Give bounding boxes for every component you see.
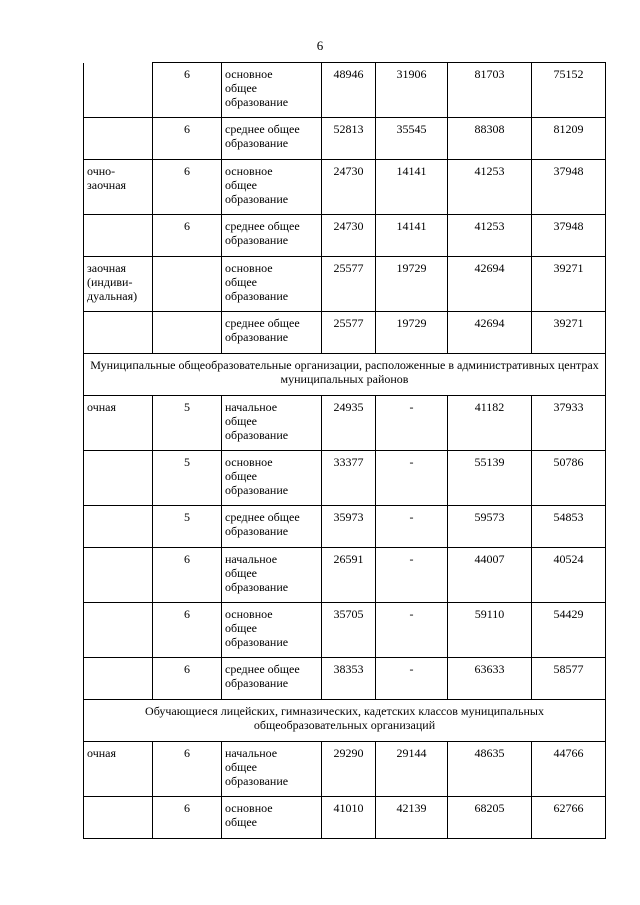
- level-line: общее: [225, 621, 257, 635]
- form-cell: [84, 603, 153, 658]
- section-header-row: [84, 700, 606, 742]
- level-cell: [222, 312, 322, 354]
- level-line: образование: [225, 635, 289, 649]
- form-cell: [84, 451, 153, 506]
- form-cell: [84, 506, 153, 548]
- value-cell: 50786: [532, 451, 606, 506]
- value-cell: 58577: [532, 658, 606, 700]
- funding-table: [83, 62, 606, 839]
- level-line: общее: [225, 815, 257, 829]
- value-cell: 26591: [322, 548, 376, 603]
- grade-cell: 6: [153, 548, 222, 603]
- level-line: начальное: [225, 400, 278, 414]
- value-cell: 41010: [322, 797, 376, 839]
- value-cell: 35705: [322, 603, 376, 658]
- form-cell: [84, 312, 153, 354]
- value-cell: 37948: [532, 215, 606, 257]
- value-cell: 54429: [532, 603, 606, 658]
- level-line: основное: [225, 164, 273, 178]
- table-row: [84, 160, 606, 215]
- level-line: среднее общее: [225, 219, 300, 233]
- grade-cell: 6: [153, 658, 222, 700]
- level-line: общее: [225, 469, 257, 483]
- value-cell: 48946: [322, 63, 376, 118]
- level-line: среднее общее: [225, 122, 300, 136]
- value-cell: 75152: [532, 63, 606, 118]
- level-line: образование: [225, 524, 289, 538]
- level-line: общее: [225, 566, 257, 580]
- grade-cell: [153, 312, 222, 354]
- level-line: образование: [225, 676, 289, 690]
- value-cell: 38353: [322, 658, 376, 700]
- value-cell: 41253: [448, 215, 532, 257]
- value-cell: 25577: [322, 257, 376, 312]
- form-cell: [84, 215, 153, 257]
- form-cell: [84, 548, 153, 603]
- level-line: общее: [225, 178, 257, 192]
- grade-cell: 6: [153, 160, 222, 215]
- table-row: [84, 742, 606, 797]
- value-cell: 62766: [532, 797, 606, 839]
- section-title: Обучающиеся лицейских, гимназических, кадетских классов муниципальных общеобразовательных организаций: [84, 700, 606, 742]
- value-cell: 19729: [376, 257, 448, 312]
- value-cell: 81703: [448, 63, 532, 118]
- level-line: общее: [225, 275, 257, 289]
- form-cell: заочная (индиви- дуальная): [84, 257, 153, 312]
- level-line: основное: [225, 607, 273, 621]
- form-cell: [84, 118, 153, 160]
- value-cell: 52813: [322, 118, 376, 160]
- value-cell: 39271: [532, 257, 606, 312]
- form-cell: [84, 797, 153, 839]
- level-cell: [222, 160, 322, 215]
- value-cell: 24730: [322, 160, 376, 215]
- value-cell: 35973: [322, 506, 376, 548]
- level-line: образование: [225, 233, 289, 247]
- level-cell: [222, 451, 322, 506]
- level-line: образование: [225, 95, 289, 109]
- value-cell: 59110: [448, 603, 532, 658]
- level-line: образование: [225, 289, 289, 303]
- level-line: среднее общее: [225, 316, 300, 330]
- table-row: [84, 257, 606, 312]
- table-row: [84, 396, 606, 451]
- level-line: общее: [225, 81, 257, 95]
- level-line: среднее общее: [225, 510, 300, 524]
- level-cell: [222, 118, 322, 160]
- form-cell: [84, 658, 153, 700]
- level-line: основное: [225, 261, 273, 275]
- level-cell: [222, 63, 322, 118]
- section-header-row: [84, 354, 606, 396]
- level-line: общее: [225, 414, 257, 428]
- level-line: образование: [225, 774, 289, 788]
- value-cell: 29290: [322, 742, 376, 797]
- value-cell: 48635: [448, 742, 532, 797]
- value-cell: 42694: [448, 257, 532, 312]
- grade-cell: [153, 257, 222, 312]
- level-line: основное: [225, 801, 273, 815]
- level-line: образование: [225, 136, 289, 150]
- value-cell: 37933: [532, 396, 606, 451]
- level-cell: [222, 603, 322, 658]
- grade-cell: 6: [153, 63, 222, 118]
- table-row: [84, 548, 606, 603]
- level-line: среднее общее: [225, 662, 300, 676]
- level-cell: [222, 257, 322, 312]
- value-cell: 24935: [322, 396, 376, 451]
- level-cell: [222, 658, 322, 700]
- value-cell: 31906: [376, 63, 448, 118]
- level-cell: [222, 506, 322, 548]
- grade-cell: 6: [153, 603, 222, 658]
- table-row: [84, 506, 606, 548]
- table-row: [84, 451, 606, 506]
- value-cell: 39271: [532, 312, 606, 354]
- value-cell: 44007: [448, 548, 532, 603]
- grade-cell: 6: [153, 118, 222, 160]
- form-cell: очная: [84, 742, 153, 797]
- value-cell: 35545: [376, 118, 448, 160]
- value-cell: 33377: [322, 451, 376, 506]
- value-cell: 68205: [448, 797, 532, 839]
- level-line: основное: [225, 67, 273, 81]
- value-cell: 40524: [532, 548, 606, 603]
- grade-cell: 5: [153, 506, 222, 548]
- value-cell: 81209: [532, 118, 606, 160]
- value-cell: 88308: [448, 118, 532, 160]
- value-cell: 41182: [448, 396, 532, 451]
- value-cell: 37948: [532, 160, 606, 215]
- level-cell: [222, 548, 322, 603]
- value-cell: 14141: [376, 215, 448, 257]
- value-cell: 41253: [448, 160, 532, 215]
- value-cell: -: [376, 396, 448, 451]
- value-cell: -: [376, 658, 448, 700]
- table-row: [84, 603, 606, 658]
- value-cell: -: [376, 548, 448, 603]
- table-row: [84, 63, 606, 118]
- value-cell: 14141: [376, 160, 448, 215]
- value-cell: 63633: [448, 658, 532, 700]
- value-cell: 44766: [532, 742, 606, 797]
- level-line: образование: [225, 192, 289, 206]
- value-cell: -: [376, 603, 448, 658]
- level-cell: [222, 742, 322, 797]
- level-line: начальное: [225, 746, 278, 760]
- table-row: [84, 118, 606, 160]
- value-cell: 42139: [376, 797, 448, 839]
- table-row: [84, 797, 606, 839]
- value-cell: 24730: [322, 215, 376, 257]
- value-cell: -: [376, 506, 448, 548]
- level-line: общее: [225, 760, 257, 774]
- level-cell: [222, 797, 322, 839]
- grade-cell: 5: [153, 396, 222, 451]
- table-row: [84, 312, 606, 354]
- value-cell: 54853: [532, 506, 606, 548]
- table-row: [84, 658, 606, 700]
- level-line: образование: [225, 330, 289, 344]
- value-cell: 29144: [376, 742, 448, 797]
- value-cell: 42694: [448, 312, 532, 354]
- level-line: основное: [225, 455, 273, 469]
- table-row: [84, 215, 606, 257]
- value-cell: -: [376, 451, 448, 506]
- value-cell: 19729: [376, 312, 448, 354]
- grade-cell: 5: [153, 451, 222, 506]
- value-cell: 25577: [322, 312, 376, 354]
- level-cell: [222, 396, 322, 451]
- form-cell: очно- заочная: [84, 160, 153, 215]
- grade-cell: 6: [153, 215, 222, 257]
- grade-cell: 6: [153, 742, 222, 797]
- level-line: образование: [225, 428, 289, 442]
- level-line: начальное: [225, 552, 278, 566]
- page-number: 6: [316, 38, 324, 53]
- level-line: образование: [225, 580, 289, 594]
- level-cell: [222, 215, 322, 257]
- form-cell: очная: [84, 396, 153, 451]
- value-cell: 55139: [448, 451, 532, 506]
- section-title: Муниципальные общеобразовательные организации, расположенные в административных центрах муниципальных районов: [84, 354, 606, 396]
- form-cell: [84, 63, 153, 118]
- level-line: образование: [225, 483, 289, 497]
- value-cell: 59573: [448, 506, 532, 548]
- grade-cell: 6: [153, 797, 222, 839]
